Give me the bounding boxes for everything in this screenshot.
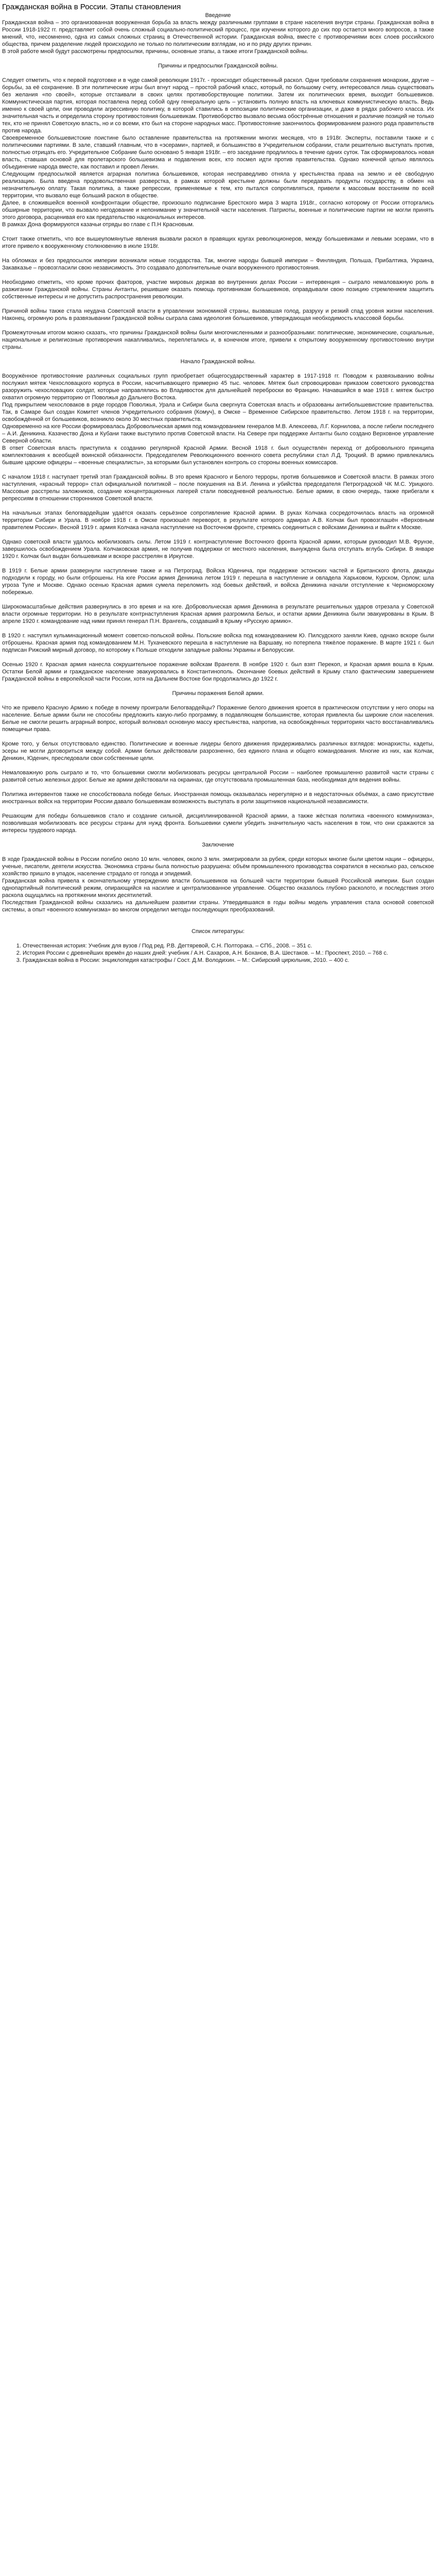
spacer — [2, 762, 434, 769]
references-list — [2, 942, 434, 964]
section-heading-defeat: Причины поражения Белой армии. — [172, 690, 264, 697]
paragraph: Стоит также отметить, что все вышеупомянутые явления вызвали раскол в правящих кругах революционеров, между большевиками и левыми эсерами, что в итоге привело к вооруженному столкновению в июле 1918г. — [2, 236, 434, 249]
paragraph: В ходе Гражданской войны в России погибло около 10 млн. человек, около 3 млн. эмигрировали за рубеж, среди которых многие были цветом нации – офицеры, ученые, писатели, деятели искусства. Экономика страны была полностью разрушена: объём промышленного производства сократился в несколько раз, сельское хозяйство пришло в упадок, население страдало от голода и эпидемий. — [2, 856, 434, 877]
spacer — [2, 697, 434, 704]
spacer — [2, 921, 434, 928]
paragraph: Необходимо отметить, что кроме прочих факторов, участие мировых держав во внутренних делах России – интервенция – сыграло немаловажную роль в разжигании Гражданской войны. Страны Антанты, решившие оказать помощь противникам большевиков, оправдывали свою позицию стремлением защитить собственные интересы и не допустить распространения революции. — [2, 279, 434, 300]
section-heading-conclusion: Заключение — [202, 842, 234, 848]
spacer — [2, 625, 434, 632]
paragraph: В 1920 г. наступил кульминационный момент советско-польской войны. Польские войска под командованием Ю. Пилсудского заняли Киев, однако вскоре были отброшены. Красная армия под командованием М.Н. Тухачевского перешла в наступление на Варшаву, но потерпела тяжёлое поражение. В марте 1921 г. был подписан Рижский мирный договор, по которому к Польше отходили западные районы Украины и Белоруссии. — [2, 633, 434, 653]
spacer — [2, 351, 434, 358]
paragraph: Решающим для победы большевиков стало и создание сильной, дисциплинированной Красной армии, а также жёсткая политика «военного коммунизма», позволившая мобилизовать все ресурсы страны для нужд фронта. Большевики сумели убедить значительную часть населения в том, что они сражаются за интересы трудового народа. — [2, 813, 434, 834]
spacer — [2, 250, 434, 257]
spacer — [2, 784, 434, 791]
spacer — [2, 849, 434, 856]
spacer — [2, 733, 434, 740]
section-heading-start: Начало Гражданской войны. — [180, 359, 256, 365]
spacer — [2, 654, 434, 661]
paragraph: Следует отметить, что к первой подготовке и в чуде самой революции 1917г. - происходит общественный раскол. Одни требовали сохранения монархии, другие – борьбы, за её сохранение. В эти политические игры был вгнут народ – простой рабочий класс, который, по большому счету, интересовался лишь существовать без желания «по своей», которые отстаивали в своих целях противоборствующие политики. Затем их политических время, выходит большевиков. Коммунистическая партия, которая поставлена перед собой одну генеральную цель – установить полную власть на ключевых коммунистическую власть. Ведь именно к своей цели, они проводили агрессивную политику, в которой ставились в оппозиции политические организации, и даже в рядах рабочего класса. Их значительная часть и определила сторону противостояния большевикам. Противоборство вызвало весьма обострённые отношения и различие позиций не только тех, кто не принял Советскую власть, но и со всеми, кто был на стороне народных масс. Противостояние закончилось формированием разного рода правительств против народа. — [2, 77, 434, 134]
paragraph: Кроме того, у белых отсутствовало единство. Политические и военные лидеры белого движения придерживались различных взглядов: монархисты, кадеты, эсеры не могли договориться между собой. Армии белых действовали разрозненно, без единого плана и общего командования. Многие из них, как Колчак, Деникин, Юденич, преследовали свои собственные цели. — [2, 741, 434, 761]
paragraph: Своевременное большевистские поистине было оставление правительства на протяжении многих месяцев, что в 1918г. Эксперты, поставили также и с политическими партиями. В зале, ставший главным, что в «эсерами», партией, и большинство в Учредительном собрании, стали решительно выступать против, полностью отрицать его. Учредительное Собрание было основано 5 января 1918г. – его заседание продлилось в течение одних суток. Так сформировалось новая власть, ставшая основой для пролетарского большевизма и подавления всех, кто посмел идти против правительства. Однако конечной целью являлось объединение народа вместе, как поставил и провел Ленин. — [2, 135, 434, 170]
section-heading-intro: Введение — [205, 12, 231, 19]
spacer — [2, 466, 434, 473]
page-title: Гражданская война в России. Этапы становления — [2, 3, 181, 11]
paragraph: Следующим предпосылкой является аграрная политика большевиков, которая несправедливо отняла у крестьянства права на землю и её свободную реализацию. Была введена продовольственная разверстка, в рамках которой крестьяне должны были передавать продукты государству, в обмен на незначительную оплату. Такая политика, а также репрессии, применяемые к тем, кто пытался сопротивляться, привели к массовым восстаниям по всей территории, что вызвало еще больший раскол в обществе. — [2, 171, 434, 199]
paragraph: Политика интервентов также не способствовала победе белых. Иностранная помощь оказывалась нерегулярно и в недостаточных объёмах, а само присутствие иностранных войск на территории России давало большевикам возможность выступать в роли защитников национальной независимости. — [2, 791, 434, 805]
spacer — [2, 55, 434, 62]
paragraph: Промежуточным итогом можно сказать, что причины Гражданской войны были многочисленными и разнообразными: политические, экономические, социальные, национальные и религиозные противоречия накапливались, переплетались и, в конечном итоге, привели к открытому вооруженному противостоянию внутри страны. — [2, 330, 434, 350]
paragraph: Немаловажную роль сыграло и то, что большевики смогли мобилизовать ресурсы центральной России – наиболее промышленно развитой части страны с развитой сетью железных дорог. Белые же армии действовали на окраинах, где отсутствовала промышленная база, необходимая для ведения войны. — [2, 770, 434, 783]
document-page — [2, 0, 434, 964]
spacer — [2, 70, 434, 77]
paragraph: Гражданская война – это организованная вооруженная борьба за власть между различными группами в стране населения внутри страны. Гражданская война в России 1918-1922 гг. представляет собой очень сложный социально-политический процесс, при изучении которого до сих пор остается много вопросов, а также мнений, что, несомненно, одна из самых сложных страниц в Отечественной истории. Гражданская война, вместе с противоречиями всех слоев российского общества, причем разделение людей происходило не только по политическим взглядам, но и по ряду других причин. — [2, 20, 434, 47]
paragraph: В этой работе мной будут рассмотрены предпосылки, причины, основные этапы, а также итоги Гражданской войны. — [2, 48, 308, 55]
spacer — [2, 805, 434, 812]
paragraph: На обломках и без предпосылок империи возникали новые государства. Так, многие народы бывшей империи – Финляндия, Польша, Прибалтика, Украина, Закавказье – провозгласили свою независимость. Это создавало дополнительные очаги вооруженного противостояния. — [2, 258, 434, 271]
spacer — [2, 834, 434, 841]
spacer — [2, 272, 434, 279]
paragraph: Причиной войны также стала неудача Советской власти в управлении экономикой страны, вызвавшая голод, разруху и резкий спад уровня жизни населения. Наконец, огромную роль в развязывании Гражданской войны сыграла сама идеология большевиков, утверждающая необходимость классовой борьбы. — [2, 308, 434, 321]
paragraph: Одновременно на юге России формировалась Добровольческая армия под командованием генералов М.В. Алексеева, Л.Г. Корнилова, а после гибели последнего – А.И. Деникина. Казачество Дона и Кубани также выступило против Советской власти. На Севере при поддержке Антанты было создано Верховное управление Северной области. — [2, 423, 434, 444]
spacer — [2, 935, 434, 942]
spacer — [2, 502, 434, 510]
reference-item: 1. Отечественная история: Учебник для вузов / Под ред. Р.В. Дегтяревой, С.Н. Полторака. – СПб., 2008. – 351 с. — [23, 942, 434, 950]
spacer — [2, 560, 434, 567]
paragraph: Последствия Гражданской войны сказались на дальнейшем развитии страны. Утвердившаяся в годы войны модель управления стала основой советской системы, а опыт «военного коммунизма» во многом определил методы последующих преобразований. — [2, 900, 434, 913]
spacer — [2, 228, 434, 235]
references-heading: Список литературы: — [191, 928, 245, 935]
reference-item: 2. История России с древнейших времён до наших дней: учебник / А.Н. Сахаров, А.Н. Боханов, В.А. Шестаков. – М.: Проспект, 2010. – 768 с. — [23, 950, 434, 957]
spacer — [2, 365, 434, 372]
paragraph: В 1919 г. Белые армии развернули наступление также и на Петроград. Войска Юденича, при поддержке эстонских частей и Британского флота, дважды подходили к городу, но были отброшены. На юге России армия Деникина летом 1919 г. перешла в наступление и овладела Харьковом, Курском, Орлом; шла угроза Туле и Москве. Однако осенью Красная армия сумела переломить ход боевых действий, и войска Деникина начали отступление к Черноморскому побережью. — [2, 568, 434, 596]
spacer — [2, 531, 434, 538]
paragraph: С началом 1918 г. наступает третий этап Гражданской войны. В это время Красного и Белого терроры, против большевиков и Советской власти. В рамках этого наступления, «красный террор» стал официальной политикой – после покушения на В.И. Ленина и убийства председателя Петроградской ЧК М.С. Урицкого. Массовые расстрелы заложников, создание концентрационных лагерей стали повседневной реальностью. Белые армии, в свою очередь, также прибегали к репрессиям в отношении сторонников Советской власти. — [2, 474, 434, 502]
paragraph: Что же привело Красную Армию к победе в почему проиграли Белогвардейцы? Поражение белого движения кроется в практическом отсутствии у него опоры на население. Белые армии были не способны предложить какую-либо программу, в подавляющем большинстве, которая привлекла бы широкие слои населения. Белые не смогли решить аграрный вопрос, который волновал основную массу крестьянства, напротив, на освобождённых территориях часто восстанавливались помещичьи права. — [2, 705, 434, 733]
paragraph: В ответ Советская власть приступила к созданию регулярной Красной Армии. Весной 1918 г. был осуществлён переход от добровольного принципа комплектования к всеобщей воинской обязанности. Председателем Революционного военного совета республики стал Л.Д. Троцкий. В армию привлекались бывшие царские офицеры – «военные специалисты», за которыми был установлен контроль со стороны военных комиссаров. — [2, 445, 434, 466]
paragraph: Вооружённое противостояние различных социальных групп приобретает общегосударственный характер в 1917-1918 гг. Поводом к развязыванию войны послужил мятеж Чехословацкого корпуса в России, насчитывающего примерно 45 тыс. человек. Мятеж был спровоцирован приказом советского руководства разоружить чехословацких солдат, которые направлялись во Владивосток для дальнейшей переброски во Францию. Начавшийся в мае 1918 г. мятеж быстро охватил огромную территорию от Поволжья до Дальнего Востока. — [2, 373, 434, 401]
reference-item: 3. Гражданская война в России: энциклопедия катастрофы / Сост. Д.М. Володихин. – М.: Сибирский цирюльник, 2010. – 400 с. — [23, 957, 434, 964]
paragraph: На начальных этапах белогвардейцам удаётся оказать серьёзное сопротивление Красной армии. В руках Колчака сосредоточилась власть на огромной территории Сибири и Урала. В ноябре 1918 г. в Омске произошёл переворот, в результате которого адмирал А.В. Колчак был провозглашён «Верховным правителем России». Весной 1919 г. армия Колчака начала наступление на Восточном фронте, стремясь соединиться с войсками Деникина и выйти к Москве. — [2, 510, 434, 531]
paragraph: В рамках Дона формируются казачьи отряды во главе с П.Н Красновым. — [2, 222, 194, 228]
paragraph: Гражданская война привела к окончательному утверждению власти большевиков на большей части территории бывшей Российской империи. Был создан однопартийный политический режим, опирающийся на насилие и централизованное управление. Общество оказалось глубоко расколото, и последствия этого раскола ощущались на протяжении многих десятилетий. — [2, 878, 434, 899]
paragraph: Однако советской власти удалось мобилизовать силы. Летом 1919 г. контрнаступление Восточного фронта Красной армии, которым руководил М.В. Фрунзе, завершилось освобождением Урала. Колчаковская армия, не получив поддержки от местного населения, вынуждена была отступать вглубь Сибири. В январе 1920 г. Колчак был выдан большевикам и вскоре расстрелян в Иркутске. — [2, 539, 434, 560]
section-heading-causes: Причины и предпосылки Гражданской войны. — [158, 63, 278, 69]
paragraph: Осенью 1920 г. Красная армия нанесла сокрушительное поражение войскам Врангеля. В ноябре 1920 г. был взят Перекоп, и Красная армия вошла в Крым. Остатки Белой армии и гражданское население эвакуировались в Константинополь. Окончание боевых действий в Крыму стало фактическим завершением Гражданской войны в европейской части России, хотя на Дальнем Востоке бои продолжались до 1922 г. — [2, 662, 434, 682]
spacer — [2, 683, 434, 690]
spacer — [2, 596, 434, 603]
paragraph: Под прикрытием чехословаков в ряде городов Поволжья, Урала и Сибири была свергнута Советская власть и образованы антибольшевистские правительства. Так, в Самаре был создан Комитет членов Учредительного собрания (Комуч), в Омске – Временное Сибирское правительство. Летом 1918 г. на территории, освобождённой от большевиков, возникло около 30 местных правительств. — [2, 402, 434, 422]
paragraph: Далее, в сложившейся военной конфронтации обществе, произошло подписание Брестского мира 3 марта 1918г., согласно которому от России отторгались обширные территории, что вызвало негодование и непонимание у значительной части населения. Патриоты, военные и политические партии не могли принять этого договора, расценивая его как предательство национальных интересов. — [2, 200, 434, 221]
paragraph: Широкомасштабные действия развернулись в это время и на юге. Добровольческая армия Деникина в результате решительных ударов отрезала у Советской власти огромные территории. Но в результате контрнаступления Красная армия разгромила Белых, и остатки армии Деникина были эвакуированы в Крым. В апреле 1920 г. командование над ними принял генерал П.Н. Врангель, создавший в Крыму «Русскую армию». — [2, 604, 434, 624]
spacer — [2, 322, 434, 329]
spacer — [2, 300, 434, 308]
spacer — [2, 913, 434, 921]
